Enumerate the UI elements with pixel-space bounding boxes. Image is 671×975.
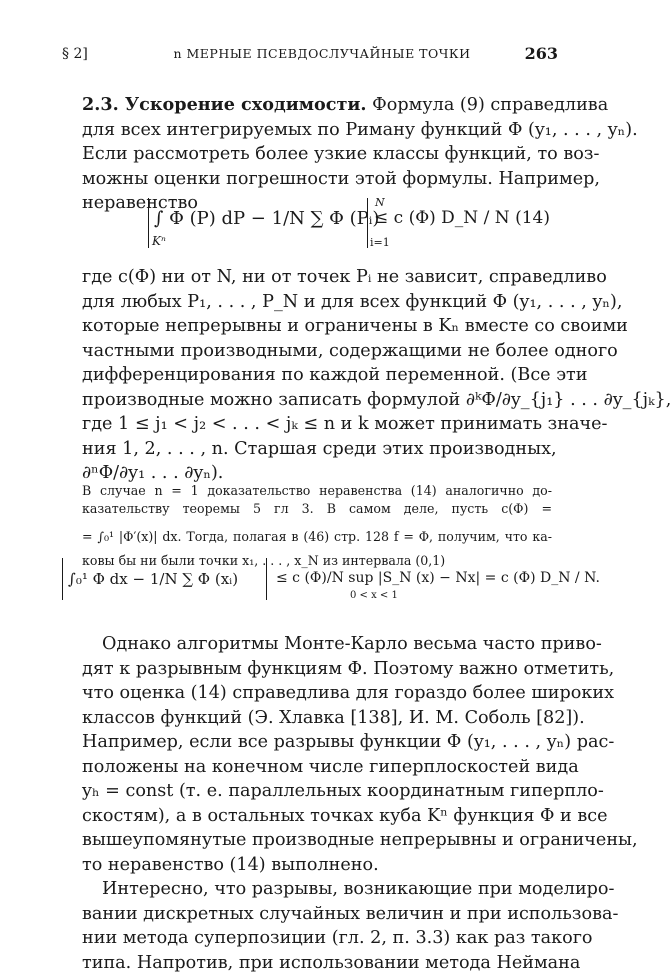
paragraph-3-line: то неравенство (14) выполнено. — [82, 853, 552, 878]
paragraph-2-line: ∂ⁿΦ/∂y₁ . . . ∂yₙ). — [82, 461, 552, 486]
paragraph-4-line: Интересно, что разрывы, возникающие при моделиро- — [82, 877, 552, 902]
equation-14-rhs: ≤ c (Φ) D_N / N — [374, 208, 510, 228]
paragraph-4 — [82, 877, 552, 975]
paragraph-3-line: положены на конечном числе гиперплоскостей вида — [82, 755, 552, 780]
paragraph-1-line-5: неравенство — [82, 191, 552, 216]
paragraph-3-line: дят к разрывным функциям Φ. Поэтому важно отметить, — [82, 657, 552, 682]
sup-subscript: 0 < x < 1 — [350, 590, 398, 601]
paragraph-3 — [82, 632, 552, 877]
paragraph-2-line: дифференцирования по каждой переменной. (Все эти — [82, 363, 552, 388]
paragraph-3-line: классов функций (Э. Хлавка [138], И. М. Соболь [82]). — [82, 706, 552, 731]
paragraph-3-line: Например, если все разрывы функции Φ (y₁, . . . , yₙ) рас- — [82, 730, 552, 755]
abs-bar-right — [266, 558, 267, 600]
equation-note-rhs: ≤ c (Φ)/N sup |S_N (x) − Nx| = c (Φ) D_N / N. — [276, 570, 600, 586]
equation-note-lhs: ∫₀¹ Φ dx − 1/N ∑ Φ (xᵢ) — [68, 570, 238, 588]
paragraph-3-line: Однако алгоритмы Монте-Карло весьма часто приво- — [82, 632, 552, 657]
paragraph-1-line-3: Если рассмотреть более узкие классы функций, то воз- — [82, 142, 552, 167]
section-heading: 2.3. Ускорение сходимости. — [82, 94, 367, 115]
paragraph-1-line-2: для всех интегрируемых по Риману функций Φ (y₁, . . . , yₙ). — [82, 118, 552, 143]
paragraph-3-line: что оценка (14) справедлива для гораздо более широких — [82, 681, 552, 706]
paragraph-1-line-4: можны оценки погрешности этой формулы. Например, — [82, 167, 552, 192]
note-line: казательству теоремы 5 гл 3. В самом деле, пусть c(Φ) = — [82, 500, 552, 518]
note-line: ковы бы ни были точки x₁, . . . , x_N из интервала (0,1) — [82, 552, 552, 570]
paragraph-4-line: нии метода суперпозиции (гл. 2, п. 3.3) как раз такого — [82, 926, 552, 951]
header-title: n МЕРНЫЕ ПСЕВДОСЛУЧАЙНЫЕ ТОЧКИ — [172, 46, 472, 61]
abs-bar-right — [367, 198, 369, 248]
paragraph-1-line-1: 2.3. Ускорение сходимости. Формула (9) справедлива — [82, 93, 552, 118]
header-section: § 2] — [62, 46, 88, 62]
sum-upper: N — [375, 196, 385, 209]
page-number: 263 — [525, 44, 558, 63]
integral-domain: Kⁿ — [152, 234, 166, 248]
abs-bar-left — [148, 198, 150, 248]
paragraph-3-line: скостям), а в остальных точках куба Kⁿ функция Φ и все — [82, 804, 552, 829]
paragraph-3-line: yₕ = const (т. е. параллельных координатным гиперпло- — [82, 779, 552, 804]
equation-note — [62, 556, 562, 606]
paragraph-4-line: типа. Напротив, при использовании метода Неймана — [82, 951, 552, 975]
equation-tag-14: (14) — [515, 208, 550, 228]
paragraph-3-line: вышеупомянутые производные непрерывны и ограничены, — [82, 828, 552, 853]
sum-lower: i=1 — [370, 236, 390, 249]
note-line: = ∫₀¹ |Φ′(x)| dx. Тогда, полагая в (46) стр. 128 f = Φ, получим, что ка- — [82, 528, 552, 546]
running-header — [62, 44, 558, 66]
paragraph-4-line: вании дискретных случайных величин и при использова- — [82, 902, 552, 927]
paragraph-2-line: ния 1, 2, . . . , n. Старшая среди этих производных, — [82, 437, 552, 462]
paragraph-2-line: где c(Φ) ни от N, ни от точек Pᵢ не зависит, справедливо — [82, 265, 552, 290]
note-line: В случае n = 1 доказательство неравенства (14) аналогично до- — [82, 482, 552, 500]
paragraph-2-line: для любых P₁, . . . , P_N и для всех функций Φ (y₁, . . . , yₙ), — [82, 290, 552, 315]
equation-14-lhs: ∫ Φ (P) dP − 1/N ∑ Φ (Pᵢ) — [154, 208, 379, 229]
paragraph-2-line: которые непрерывны и ограничены в Kₙ вместе со своими — [82, 314, 552, 339]
paragraph-2-line: где 1 ≤ j₁ < j₂ < . . . < jₖ ≤ n и k может принимать значе- — [82, 412, 552, 437]
equation-14 — [82, 196, 552, 256]
abs-bar-left — [62, 558, 63, 600]
paragraph-2-line: производные можно записать формулой ∂ᵏΦ/∂y_{j₁} . . . ∂y_{jₖ}, — [82, 388, 552, 413]
paragraph-2 — [82, 265, 552, 486]
paragraph-2-line: частными производными, содержащими не более одного — [82, 339, 552, 364]
